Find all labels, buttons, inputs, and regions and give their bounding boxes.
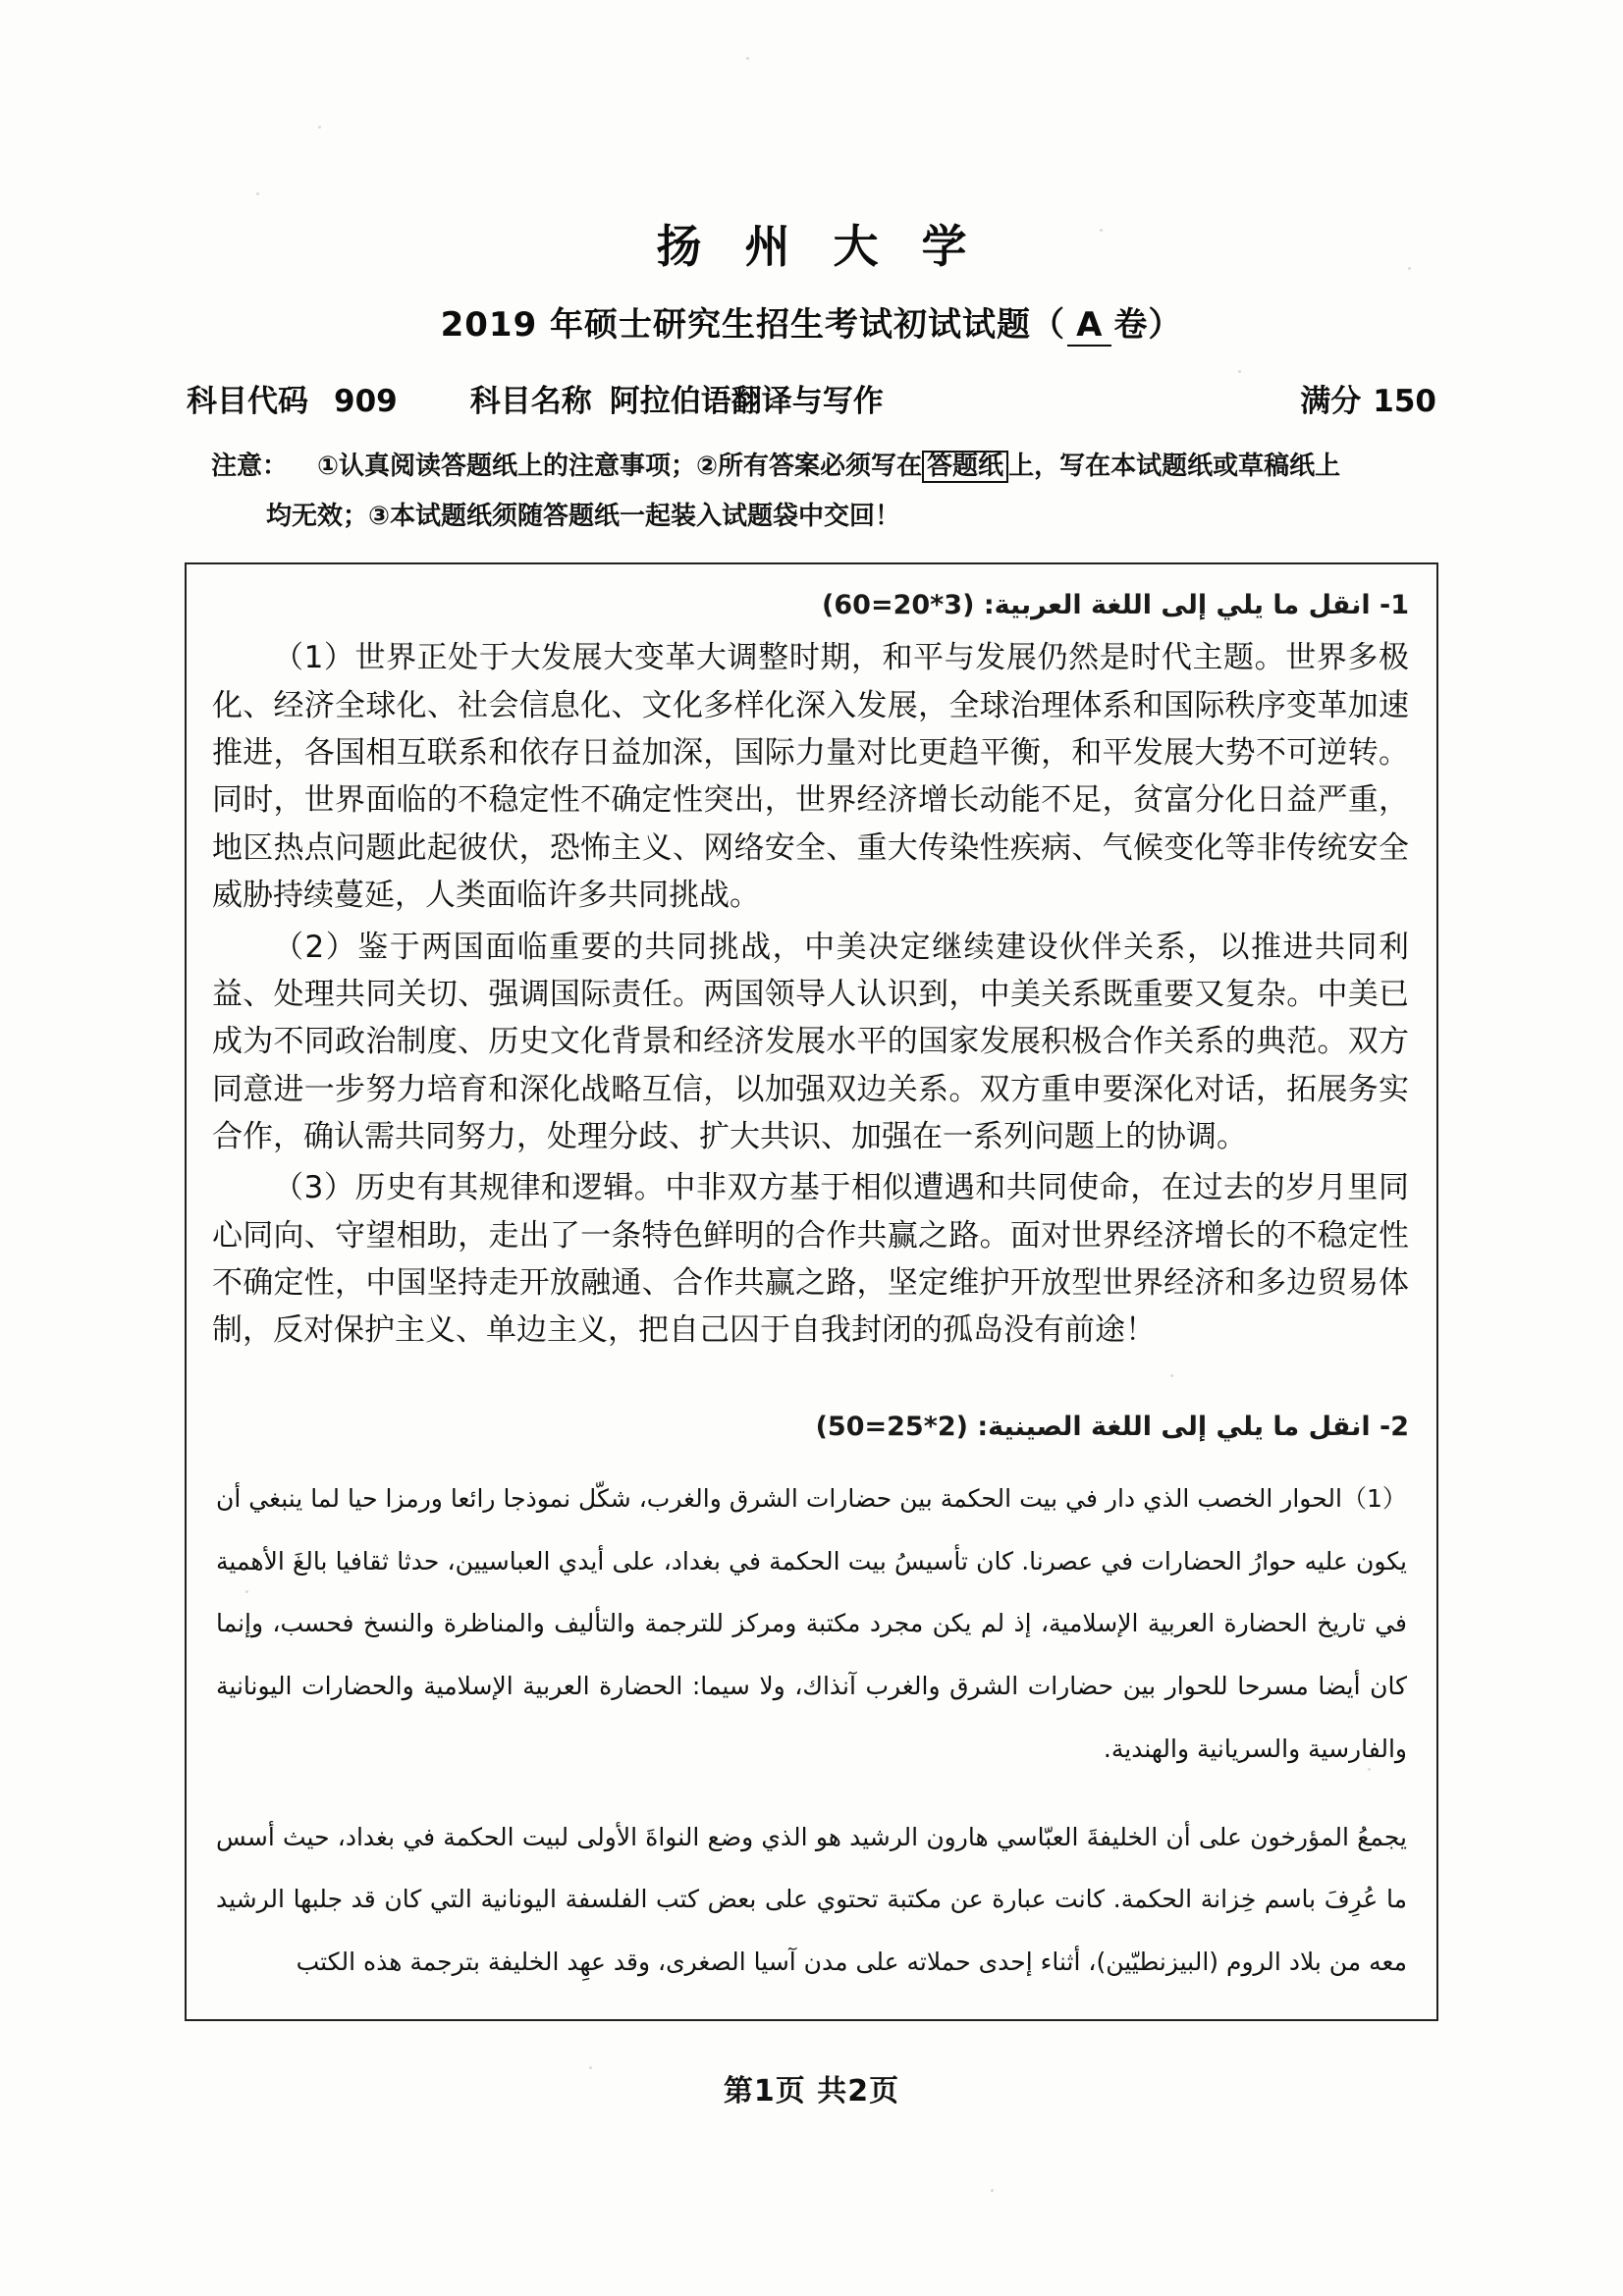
question-1-paragraph-1: （1）世界正处于大发展大变革大调整时期，和平与发展仍然是时代主题。世界多极化、经济全球化、社会信息化、文化多样化深入发展，全球治理体系和国际秩序变革加速推进，各国相互联系和依存日益加深，国际力量对比更趋平衡，和平发展大势不可逆转。同时，世界面临的不稳定性不确定性突出，世界经济增长动能不足，贫富分化日益严重，地区热点问题此起彼伏，恐怖主义、网络安全、重大传染性疾病、气候变化等非传统安全威胁持续蔓延，人类面临许多共同挑战。 (212, 640, 1409, 914)
page-title: 扬 州 大 学 (656, 220, 981, 273)
notice-block (0, 442, 1623, 541)
subject-name-value: 阿拉伯语翻译与写作 (609, 384, 884, 419)
full-score-label: 满分 (1300, 384, 1362, 419)
notice-label: 注意： (211, 452, 289, 481)
answer-sheet-boxed-term: 答题纸 (922, 451, 1008, 483)
exam-title-prefix: 2019 年硕士研究生招生考试初试试题（ (440, 305, 1066, 345)
full-score-value: 150 (1373, 384, 1436, 419)
exam-title (0, 297, 1623, 347)
question-2-heading: 2- انقل ما يلي إلى اللغة الصينية: (2*25=50) (815, 1411, 1409, 1442)
subject-name (470, 376, 884, 420)
subject-info-line (0, 376, 1623, 420)
subject-code-value: 909 (334, 384, 398, 419)
notice-line2: 均无效；③本试题纸须随答题纸一起装入试题袋中交回！ (266, 501, 901, 531)
question-2-paragraph-1: （1）الحوار الخصب الذي دار في بيت الحكمة بين حضارات الشرق والغرب، شكّل نموذجا رائعا ورمزا حيا لما ينبغي أن يكون عليه حوارُ الحضارات في عصرنا. كان تأسيسُ بيت الحكمة في بغداد، على أيدي العباسيين، حدثا ثقافيا بالغَ الأهمية في تاريخ الحضارة العربية الإسلامية، إذ لم يكن مجرد مكتبة ومركز للترجمة والتأليف والمناظرة والنسخ فحسب، وإنما كان أيضا مسرحا للحوار بين حضارات الشرق والغرب آنذاك، ولا سيما: الحضارة العربية الإسلامية والحضارات اليونانية والفارسية والسريانية والهندية. (216, 1483, 1407, 1763)
question-1-paragraph-2: （2）鉴于两国面临重要的共同挑战，中美决定继续建设伙伴关系，以推进共同利益、处理共同关切、强调国际责任。两国领导人认识到，中美关系既重要又复杂。中美已成为不同政治制度、历史文化背景和经济发展水平的国家发展积极合作关系的典范。双方同意进一步努力培育和深化战略互信，以加强双边关系。双方重申要深化对话，拓展务实合作，确认需共同努力，处理分歧、扩大共识、加强在一系列问题上的协调。 (212, 929, 1409, 1154)
full-score (1300, 376, 1436, 420)
subject-name-label: 科目名称 (469, 384, 592, 419)
subject-code (187, 376, 398, 420)
page-footer: 第1页 共2页 (723, 2073, 900, 2109)
subject-code-label: 科目代码 (187, 384, 308, 419)
question-frame (185, 562, 1438, 2020)
question-1-paragraph-3: （3）历史有其规律和逻辑。中非双方基于相似遭遇和共同使命，在过去的岁月里同心同向、守望相助，走出了一条特色鲜明的合作共赢之路。面对世界经济增长的不稳定性不确定性，中国坚持走开放融通、合作共赢之路，坚定维护开放型世界经济和多边贸易体制，反对保护主义、单边主义，把自己囚于自我封闭的孤岛没有前途！ (212, 1170, 1409, 1349)
notice-line1-part-a: ①认真阅读答题纸上的注意事项；②所有答案必须写在 (317, 452, 923, 481)
question-2-paragraph-2: يجمعُ المؤرخون على أن الخليفةَ العبّاسي هارون الرشيد هو الذي وضع النواةَ الأولى لبيت الحكمة في بغداد، حيث أسس ما عُرِفَ باسم خِزانة الحكمة. كانت عبارة عن مكتبة تحتوي على بعض كتب الفلسفة اليونانية التي كان قد جلبها الرشيد معه من بلاد الروم (البيزنطيّين)، أثناء إحدى حملاته على مدن آسيا الصغرى، وقد عهِد الخليفة بترجمة هذه الكتب (216, 1822, 1407, 1977)
notice-line1-part-b: 上，写在本试题纸或草稿纸上 (1008, 452, 1341, 481)
paper-version: A (1067, 305, 1111, 347)
question-1-heading: 1- انقل ما يلي إلى اللغة العربية: (3*20=60) (822, 590, 1409, 621)
exam-title-suffix: 卷） (1113, 305, 1183, 345)
